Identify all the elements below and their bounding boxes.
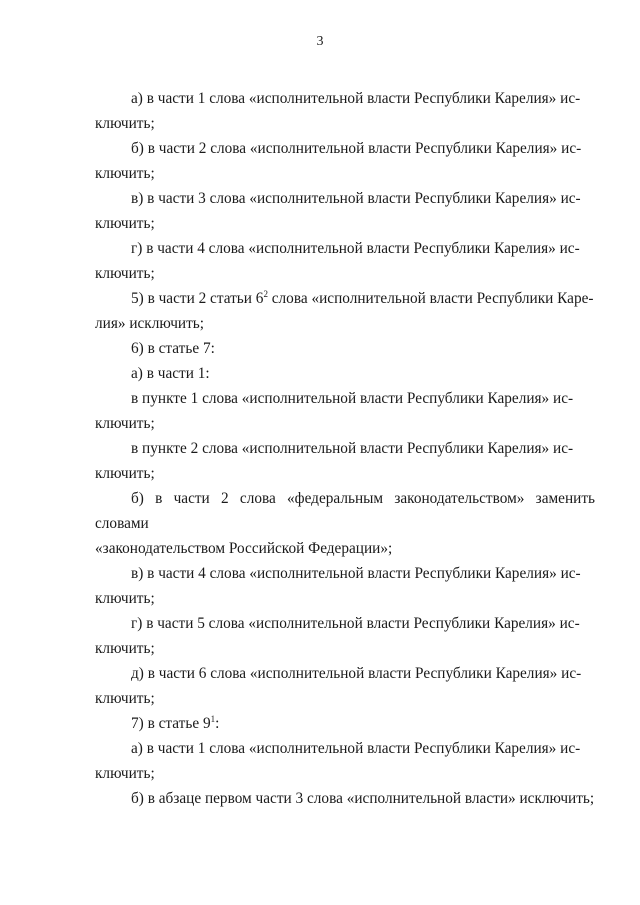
paragraph-item: б) в абзаце первом части 3 слова «исполнительной власти» исключить;	[131, 790, 595, 807]
paragraph-item: в) в части 3 слова «исполнительной власти Республики Карелия» ис- ключить;	[95, 190, 581, 232]
paragraph-item: 6) в статье 7:	[131, 340, 215, 357]
paragraph-item: в пункте 1 слова «исполнительной власти Республики Карелия» ис- ключить;	[95, 390, 574, 432]
paragraph-item: в) в части 4 слова «исполнительной власти Республики Карелия» ис- ключить;	[95, 565, 581, 607]
page-number: 3	[316, 34, 324, 49]
paragraph-item: б) в части 2 слова «федеральным законодательством» заменить словами «законодательством Российской Федерации»;	[95, 490, 595, 557]
paragraph-item: а) в части 1 слова «исполнительной власти Республики Карелия» ис- ключить;	[95, 90, 581, 132]
paragraph-item: д) в части 6 слова «исполнительной власти Республики Карелия» ис- ключить;	[95, 665, 582, 707]
paragraph-item: б) в части 2 слова «исполнительной власти Республики Карелия» ис- ключить;	[95, 140, 582, 182]
paragraph-item: г) в части 4 слова «исполнительной власти Республики Карелия» ис- ключить;	[95, 240, 580, 282]
paragraph-item: г) в части 5 слова «исполнительной власти Республики Карелия» ис- ключить;	[95, 615, 580, 657]
paragraph-item: 7) в статье $9^1$:	[131, 714, 220, 732]
document-body	[95, 86, 595, 811]
paragraph-item: а) в части 1 слова «исполнительной власти Республики Карелия» ис- ключить;	[95, 740, 581, 782]
paragraph-item: 5) в части 2 статьи $6^2$ слова «исполнительной власти Республики Каре- лия» исключить;	[95, 289, 594, 332]
paragraph-item: в пункте 2 слова «исполнительной власти Республики Карелия» ис- ключить;	[95, 440, 574, 482]
paragraph-item: а) в части 1:	[131, 365, 210, 382]
